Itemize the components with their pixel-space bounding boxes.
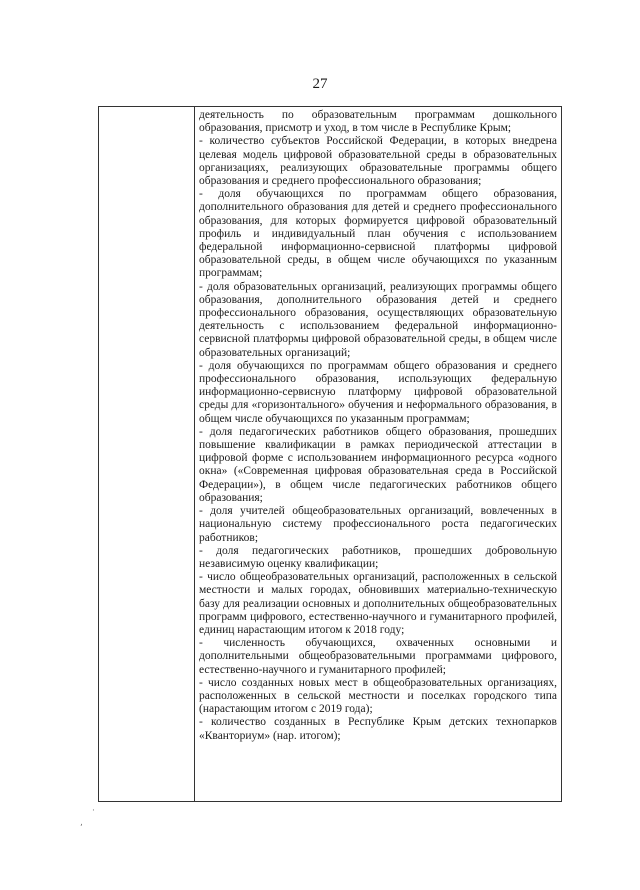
paragraph: - число общеобразовательных организаций, расположенных в сельской местности и малых городах, обновивших материально-техническую базу для реализации основных и дополнительных общеобразовательных программ цифрового, естественно-научного и гуманитарного профилей, единиц нарастающим итогом к 2018 году;	[199, 571, 557, 636]
paragraph: деятельность по образовательным программам дошкольного образования, присмотр и уход, в том числе в Республике Крым;	[199, 109, 557, 135]
paragraph: - доля обучающихся по программам общего образования, дополнительного образования для детей и среднего профессионального образования, для которых формируется цифровой образовательный профиль и индивидуальный план обучения с использованием федеральной информационно-сервисной платформы цифровой образовательной среды, в общем числе обучающихся по указанным программам;	[199, 188, 557, 280]
paragraph: - доля обучающихся по программам общего образования и среднего профессионального образования, использующих федеральную информационно-сервисную платформу цифровой образовательной среды для «горизонтального» обучения и неформального образования, в общем числе обучающихся по указанным программам;	[199, 359, 557, 425]
paragraph: - доля учителей общеобразовательных организаций, вовлеченных в национальную систему профессионального роста педагогических работников;	[199, 505, 557, 544]
paragraph: - количество созданных в Республике Крым детских технопарков «Кванториум» (нар. итогом);	[199, 716, 557, 742]
paragraph: - численность обучающихся, охваченных основными и дополнительными общеобразовательными программами цифрового, естественно-научного и гуманитарного профилей;	[199, 637, 557, 676]
page-number: 27	[312, 76, 328, 92]
paragraph: - количество субъектов Российской Федерации, в которых внедрена целевая модель цифровой образовательной среды в образовательных организациях, реализующих образовательные программы общего образования и среднего профессионального образования;	[199, 135, 557, 188]
paragraph: - число созданных новых мест в общеобразовательных организациях, расположенных в сельской местности и поселках городского типа (нарастающим итогом с 2019 года);	[199, 676, 557, 716]
paragraph: - доля образовательных организаций, реализующих программы общего образования, дополнительного образования детей и среднего профессионального образования, осуществляющих образовательную деятельность с использованием федеральной информационно-сервисной платформы цифровой образовательной среды, в общем числе образовательных организаций;	[199, 280, 557, 359]
table-left-column	[99, 107, 195, 801]
paragraph: - доля педагогических работников общего образования, прошедших повышение квалификации в рамках периодической аттестации в цифровой форме с использованием информационного ресурса «одного окна» («Современная цифровая образовательная среда в Российской Федерации»), в общем числе педагогических работников общего образования;	[199, 425, 557, 504]
document-table	[98, 106, 562, 802]
paragraph: - доля педагогических работников, прошедших добровольную независимую оценку квалификации;	[199, 544, 557, 570]
scan-artifact-mark: ,	[80, 818, 83, 828]
table-right-column-text	[199, 109, 557, 743]
scan-artifact-mark: ·	[92, 806, 95, 816]
